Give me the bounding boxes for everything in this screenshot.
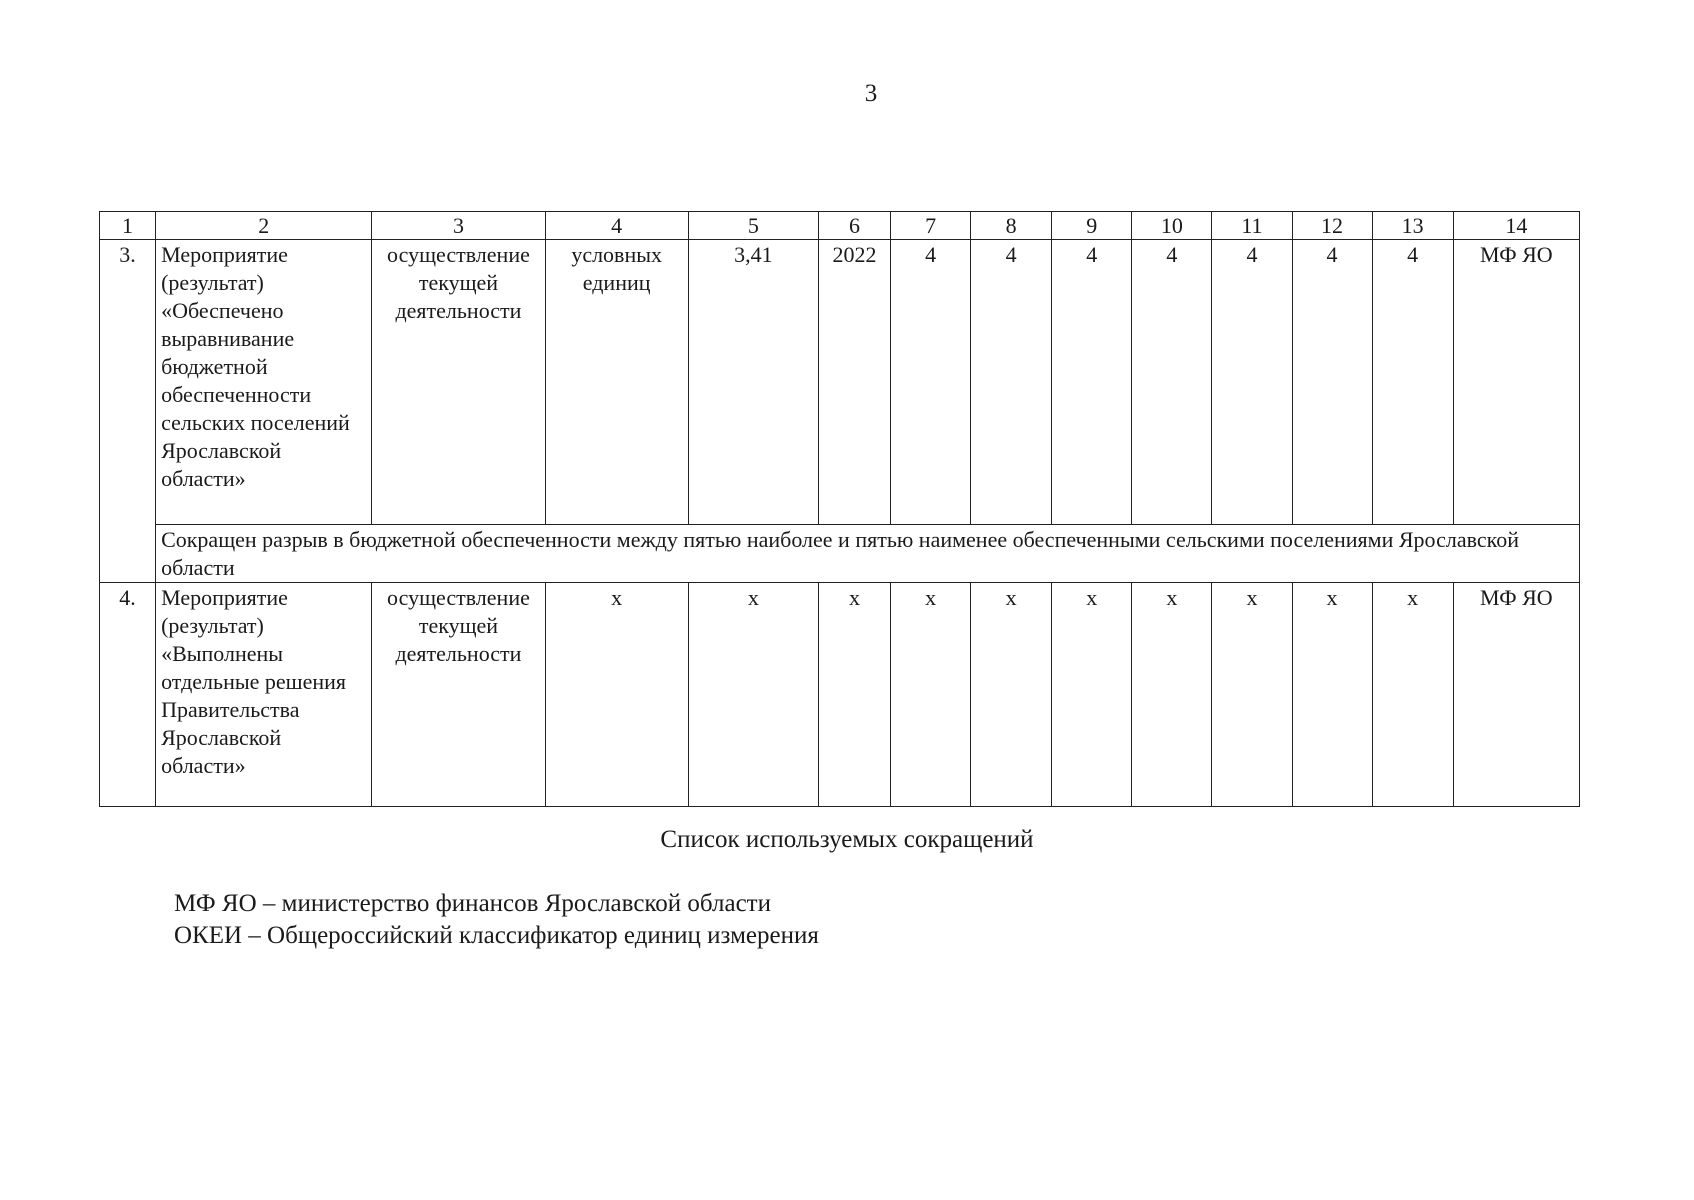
value-cell: х (891, 583, 971, 807)
unit-of-measure: х (545, 583, 688, 807)
column-number: 7 (891, 212, 971, 240)
column-number: 4 (545, 212, 688, 240)
column-number: 9 (1052, 212, 1132, 240)
value-cell: 4 (1052, 240, 1132, 525)
abbreviation-item: ОКЕИ – Общероссийский классификатор единиц измерения (174, 922, 819, 949)
row-number: 3. (100, 240, 156, 583)
responsible-body: МФ ЯО (1453, 240, 1579, 525)
activity-type: осуществление текущей деятельности (372, 583, 545, 807)
base-year: х (818, 583, 890, 807)
abbreviations-title: Список используемых сокращений (660, 826, 1034, 853)
value-cell: 4 (1372, 240, 1453, 525)
column-number: 1 (100, 212, 156, 240)
column-number: 12 (1292, 212, 1372, 240)
column-number: 3 (372, 212, 545, 240)
base-year: 2022 (818, 240, 890, 525)
column-number: 5 (688, 212, 818, 240)
abbreviations-list (174, 888, 819, 952)
table-row (100, 240, 1580, 525)
column-number: 2 (156, 212, 372, 240)
column-number: 8 (971, 212, 1052, 240)
activities-table (99, 211, 1580, 807)
column-number: 13 (1372, 212, 1453, 240)
column-number: 14 (1453, 212, 1579, 240)
base-value: 3,41 (688, 240, 818, 525)
value-cell: 4 (971, 240, 1052, 525)
value-cell: х (1212, 583, 1292, 807)
responsible-body: МФ ЯО (1453, 583, 1579, 807)
result-row (100, 525, 1580, 583)
base-value: х (688, 583, 818, 807)
value-cell: х (1052, 583, 1132, 807)
value-cell: 4 (1132, 240, 1212, 525)
value-cell: 4 (1212, 240, 1292, 525)
value-cell: 4 (891, 240, 971, 525)
activity-name: Мероприятие (результат) «Обеспечено выравнивание бюджетной обеспеченности сельских поселений Ярославской области» (156, 240, 372, 525)
value-cell: х (1372, 583, 1453, 807)
column-number: 6 (818, 212, 890, 240)
table-row (100, 583, 1580, 807)
page-number: 3 (864, 80, 878, 107)
unit-of-measure: условных единиц (545, 240, 688, 525)
activity-name: Мероприятие (результат) «Выполнены отдельные решения Правительства Ярославской области» (156, 583, 372, 807)
value-cell: х (971, 583, 1052, 807)
row-number: 4. (100, 583, 156, 807)
activity-type: осуществление текущей деятельности (372, 240, 545, 525)
column-number: 11 (1212, 212, 1292, 240)
result-description: Сокращен разрыв в бюджетной обеспеченности между пятью наиболее и пятью наименее обеспеченными сельскими поселениями Ярославской области (156, 525, 1580, 583)
table-header-row (100, 212, 1580, 240)
column-number: 10 (1132, 212, 1212, 240)
value-cell: х (1292, 583, 1372, 807)
abbreviation-item: МФ ЯО – министерство финансов Ярославской области (174, 890, 771, 917)
value-cell: х (1132, 583, 1212, 807)
value-cell: 4 (1292, 240, 1372, 525)
